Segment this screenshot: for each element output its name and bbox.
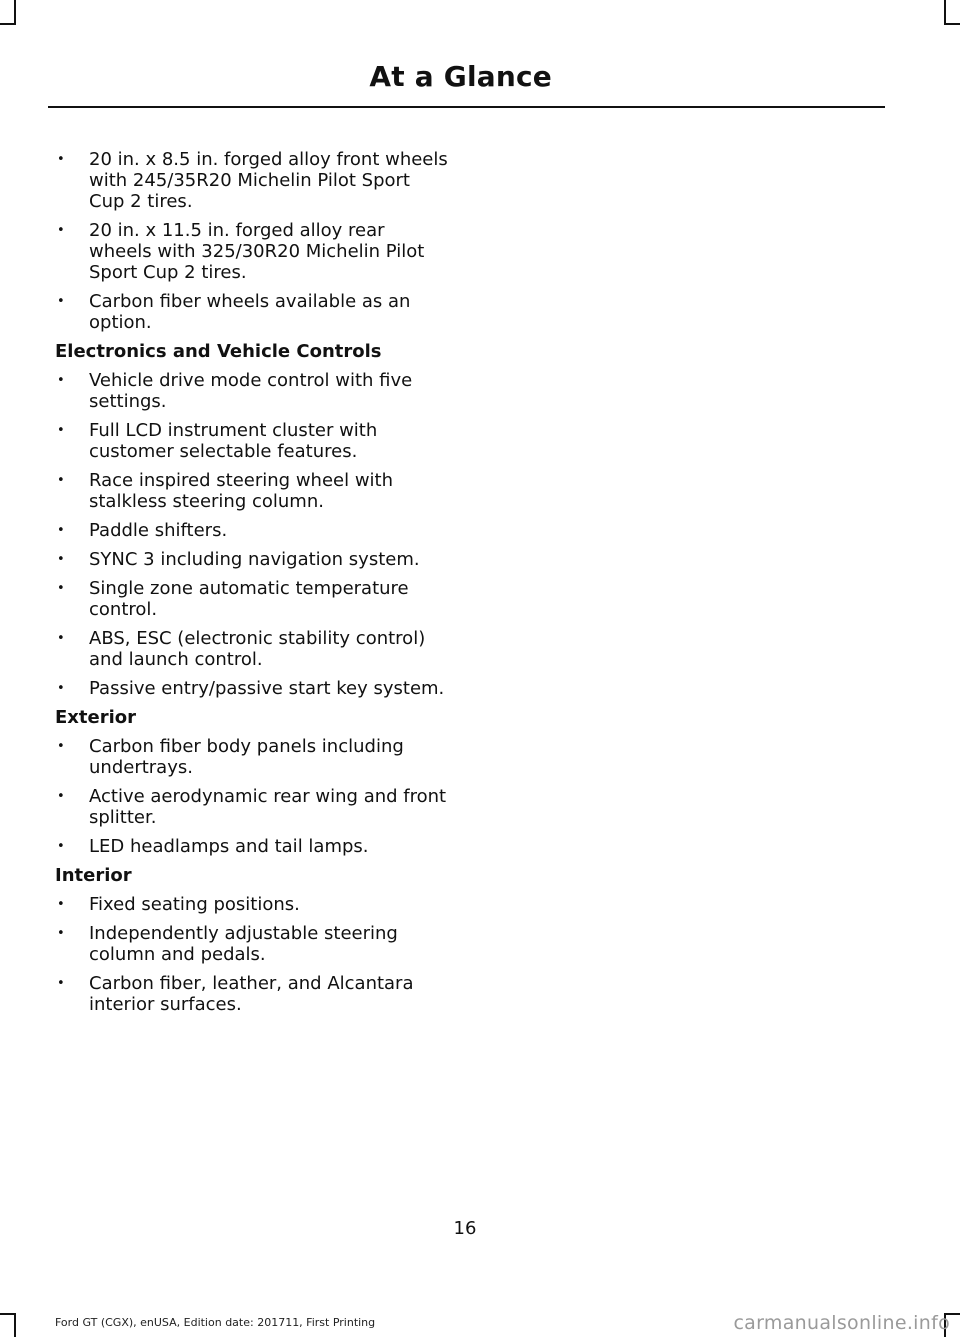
list-item-text: Vehicle drive mode control with five settings. — [89, 370, 413, 412]
section-heading-electronics: Electronics and Vehicle Controls — [55, 341, 382, 362]
list-item-text: ABS, ESC (electronic stability control) and launch control. — [89, 628, 426, 670]
bullet-list-interior — [55, 894, 450, 1015]
list-item — [55, 370, 450, 412]
page-number: 16 — [453, 1218, 477, 1239]
header-divider — [48, 106, 885, 108]
list-item-text: Paddle shifters. — [89, 520, 228, 541]
list-item-text: Single zone automatic temperature control. — [89, 578, 409, 620]
bullet-icon: • — [57, 152, 65, 167]
list-item — [55, 549, 450, 570]
crop-mark — [0, 1313, 16, 1315]
bullet-list-exterior — [55, 736, 450, 857]
watermark-text: carmanualsonline.info — [733, 1312, 950, 1334]
bullet-list-electronics — [55, 370, 450, 699]
list-item-text: Independently adjustable steering column and pedals. — [89, 923, 398, 965]
bullet-icon: • — [57, 976, 65, 991]
list-item — [55, 628, 450, 670]
list-item-text: Carbon fiber body panels including undertrays. — [89, 736, 404, 778]
list-item — [55, 220, 450, 283]
list-item-text: Active aerodynamic rear wing and front splitter. — [89, 786, 447, 828]
list-item — [55, 973, 450, 1015]
list-item — [55, 420, 450, 462]
list-item — [55, 836, 450, 857]
list-item — [55, 291, 450, 333]
list-item-text: LED headlamps and tail lamps. — [89, 836, 369, 857]
list-item-text: Carbon fiber wheels available as an option. — [89, 291, 411, 333]
list-item-text: Passive entry/passive start key system. — [89, 678, 445, 699]
bullet-icon: • — [57, 739, 65, 754]
list-item — [55, 678, 450, 699]
list-item-text: 20 in. x 11.5 in. forged alloy rear wheels with 325/30R20 Michelin Pilot Sport Cup 2 tires. — [89, 220, 425, 283]
bullet-icon: • — [57, 897, 65, 912]
page-content — [55, 149, 450, 1023]
list-item — [55, 894, 450, 915]
list-item — [55, 736, 450, 778]
list-item-text: Race inspired steering wheel with stalkless steering column. — [89, 470, 394, 512]
list-item-text: Carbon fiber, leather, and Alcantara interior surfaces. — [89, 973, 414, 1015]
list-item — [55, 470, 450, 512]
crop-mark — [944, 0, 946, 24]
bullet-icon: • — [57, 631, 65, 646]
bullet-icon: • — [57, 581, 65, 596]
crop-mark — [0, 23, 16, 25]
bullet-icon: • — [57, 681, 65, 696]
section-heading-exterior: Exterior — [55, 707, 137, 728]
bullet-icon: • — [57, 223, 65, 238]
bullet-list-wheels — [55, 149, 450, 333]
list-item-text: Full LCD instrument cluster with customer selectable features. — [89, 420, 378, 462]
crop-mark — [14, 0, 16, 24]
bullet-icon: • — [57, 473, 65, 488]
list-item — [55, 786, 450, 828]
bullet-icon: • — [57, 294, 65, 309]
list-item — [55, 520, 450, 541]
section-heading-interior: Interior — [55, 865, 132, 886]
bullet-icon: • — [57, 839, 65, 854]
list-item-text: Fixed seating positions. — [89, 894, 300, 915]
list-item — [55, 578, 450, 620]
bullet-icon: • — [57, 373, 65, 388]
crop-mark — [14, 1313, 16, 1337]
list-item — [55, 149, 450, 212]
bullet-icon: • — [57, 423, 65, 438]
bullet-icon: • — [57, 789, 65, 804]
list-item-text: 20 in. x 8.5 in. forged alloy front wheels with 245/35R20 Michelin Pilot Sport Cup 2 tires. — [89, 149, 448, 212]
bullet-icon: • — [57, 926, 65, 941]
list-item-text: SYNC 3 including navigation system. — [89, 549, 420, 570]
page-title: At a Glance — [369, 60, 552, 93]
footer-edition-info: Ford GT (CGX), enUSA, Edition date: 201711, First Printing — [55, 1316, 376, 1329]
bullet-icon: • — [57, 523, 65, 538]
crop-mark — [944, 23, 960, 25]
list-item — [55, 923, 450, 965]
bullet-icon: • — [57, 552, 65, 567]
